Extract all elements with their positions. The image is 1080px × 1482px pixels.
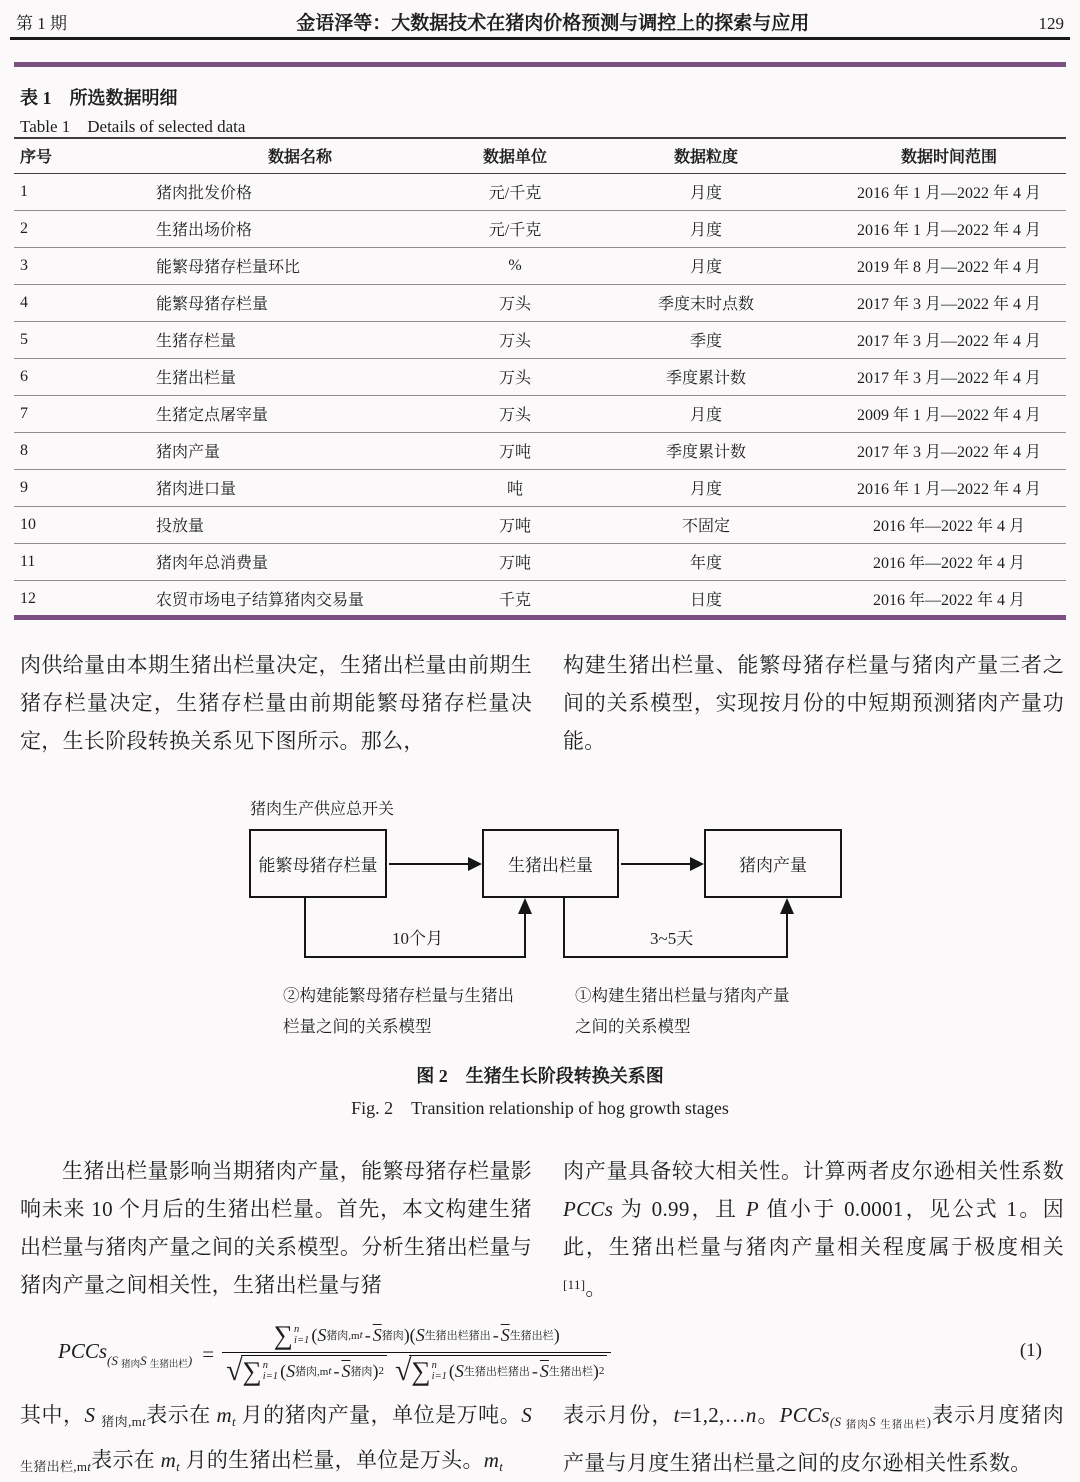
- text-segment: 值小于 0.0001，见公式 1。因此，生猪出栏量与猪肉产量相关程度属于极度相关: [563, 1197, 1064, 1259]
- running-title: 金语泽等：大数据技术在猪肉价格预测与调控上的探索与应用: [296, 13, 810, 34]
- table-row: [14, 247, 1066, 284]
- table-row: [14, 432, 1066, 469]
- table-cell: 2016 年 1 月—2022 年 4 月: [856, 185, 1041, 202]
- table-cell: 不固定: [681, 518, 730, 535]
- table-cell: 12: [20, 589, 36, 607]
- text-segment: S: [521, 1403, 533, 1427]
- table-cell: 吨: [506, 481, 523, 498]
- text-segment: =1,2,…: [679, 1403, 746, 1427]
- figure-note-left: ②构建能繁母猪存栏量与生猪出 栏量之间的关系模型: [283, 986, 514, 1036]
- figure-2-diagram: [0, 790, 1080, 1062]
- text-segment: t: [231, 1414, 236, 1430]
- data-table: [14, 137, 1066, 617]
- table-cell: 投放量: [156, 518, 205, 535]
- table-cell: 生猪存栏量: [156, 333, 237, 350]
- text-segment: 表示在: [146, 1403, 217, 1427]
- table-cell: 日度: [689, 592, 722, 610]
- table-cell: 猪肉进口量: [156, 481, 237, 498]
- table-cell: 猪肉年总消费量: [156, 555, 269, 572]
- table-row: [14, 543, 1066, 580]
- table-cell: 万吨: [498, 555, 531, 572]
- text-segment: PCCs: [563, 1197, 614, 1221]
- text-segment: 肉产量具备较大相关性。计算两者皮尔逊相关性系数: [563, 1159, 1064, 1183]
- sum-operator: ∑: [273, 1319, 294, 1350]
- text-segment: 表示月份，: [563, 1403, 674, 1427]
- figure-box-pork-output: 猪肉产量: [704, 829, 842, 898]
- table-cell: 10: [20, 515, 36, 533]
- table-cell: 月度: [689, 222, 722, 239]
- header-rule: [10, 37, 1070, 40]
- table-row: [14, 395, 1066, 432]
- equals-sign: =: [202, 1341, 215, 1366]
- figure-switch-label: 猪肉生产供应总开关: [250, 801, 395, 818]
- equation-number: (1): [1019, 1340, 1042, 1361]
- table-caption-zh: 表 1 所选数据明细: [20, 88, 178, 108]
- table-cell: 季度累计数: [665, 444, 746, 461]
- table-cell: 能繁母猪存栏量环比: [156, 259, 301, 276]
- text-segment: 。: [756, 1403, 780, 1427]
- table-cell: 万吨: [498, 444, 531, 461]
- text-segment: 其中，: [20, 1403, 85, 1427]
- text-segment: t: [673, 1403, 680, 1427]
- table-cell: 2017 年 3 月—2022 年 4 月: [856, 444, 1041, 461]
- table-cell: 2016 年—2022 年 4 月: [872, 518, 1025, 535]
- sqrt-term-2: √ ∑ n i=1 ( S 生猪出栏猪出 - $\overline{S}$ 生猪出栏 ) 2: [395, 1355, 607, 1387]
- text-segment: m: [483, 1448, 500, 1473]
- table-cell: 9: [20, 478, 28, 496]
- arrowhead-right-1: [468, 857, 482, 871]
- table-cell: %: [508, 256, 522, 274]
- table-cell: 4: [20, 293, 28, 311]
- text-segment: [11]: [563, 1277, 586, 1292]
- col-header-timerange: 数据时间范围: [900, 149, 997, 167]
- text-segment: m: [160, 1448, 177, 1473]
- paragraph-right-top: 构建生猪出栏量、能繁母猪存栏量与猪肉产量三者之间的关系模型，实现按月份的中短期预测猪肉产量功能。: [563, 653, 1064, 753]
- figure-caption-zh: 图 2 生猪生长阶段转换关系图: [416, 1066, 664, 1086]
- table-bottom-rule: [14, 615, 1066, 620]
- arrowhead-up-2: [780, 898, 794, 914]
- table-cell: 猪肉批发价格: [156, 185, 253, 202]
- paragraph-right-bottom: [563, 1396, 1064, 1482]
- text-segment: 月的猪肉产量，单位是万吨。: [235, 1403, 522, 1427]
- text-segment: t: [87, 1459, 92, 1475]
- text-segment: 。: [585, 1275, 607, 1300]
- table-row: [14, 358, 1066, 395]
- table-row: [14, 210, 1066, 247]
- table-caption-en: Table 1 Details of selected data: [20, 117, 246, 136]
- table-header-row: [14, 138, 1066, 173]
- col-header-name: 数据名称: [267, 149, 332, 167]
- table-cell: 2017 年 3 月—2022 年 4 月: [856, 333, 1041, 350]
- table-cell: 万头: [498, 333, 531, 350]
- table-cell: 季度末时点数: [657, 296, 754, 313]
- text-segment: P: [745, 1197, 760, 1221]
- table-cell: 生猪出栏量: [156, 370, 237, 387]
- pccs-symbol: PCCs: [58, 1338, 108, 1363]
- table-row: [14, 469, 1066, 506]
- text-segment: 猪肉,m: [101, 1414, 143, 1430]
- table-cell: 季度累计数: [665, 370, 746, 387]
- figure-box-hog-slaughter: 生猪出栏量: [482, 829, 619, 898]
- table-cell: 2016 年 1 月—2022 年 4 月: [856, 481, 1041, 498]
- sqrt-term-1: √ ∑ n i=1 ( S 猪肉,m t - $\overline{S}$ 猪肉 ) 2: [226, 1355, 387, 1387]
- text-segment: m: [216, 1403, 232, 1427]
- table-cell: 2019 年 8 月—2022 年 4 月: [856, 259, 1041, 276]
- fraction: [222, 1319, 611, 1387]
- table-cell: 月度: [689, 185, 722, 202]
- table-cell: 2017 年 3 月—2022 年 4 月: [856, 370, 1041, 387]
- text-segment: t: [176, 1459, 181, 1475]
- table-cell: 3: [20, 256, 28, 274]
- table-top-rule: [14, 62, 1066, 67]
- table-cell: 元/千克: [488, 222, 542, 239]
- table-cell: 月度: [689, 407, 722, 424]
- text-segment: n: [745, 1403, 757, 1427]
- pccs-subscript: (S 猪肉S 生猪出栏): [107, 1352, 193, 1370]
- figure-note-right: ①构建生猪出栏量与猪肉产量 之间的关系模型: [575, 986, 790, 1036]
- issue-label: 第 1 期: [16, 14, 67, 33]
- paragraph-left-bottom: [20, 1396, 532, 1482]
- col-header-granularity: 数据粒度: [673, 149, 738, 167]
- table-cell: 生猪出场价格: [156, 222, 253, 239]
- table-cell: 猪肉产量: [156, 444, 221, 461]
- text-segment: t: [142, 1414, 147, 1430]
- table-cell: 生猪定点屠宰量: [156, 407, 269, 424]
- table-cell: 万头: [498, 407, 531, 424]
- text-segment: (S: [829, 1414, 846, 1430]
- text-segment: 猪肉: [845, 1419, 869, 1431]
- table-cell: 2016 年—2022 年 4 月: [872, 555, 1025, 572]
- figure-arrow2-label: 3~5天: [650, 929, 694, 948]
- text-segment: 生猪出栏: [880, 1419, 927, 1431]
- text-segment: 表示月度猪肉产量与月度生猪出栏量之间的皮尔逊相关性系数。: [563, 1403, 1065, 1476]
- table-cell: 农贸市场电子结算猪肉交易量: [156, 592, 365, 610]
- table-cell: 万吨: [498, 518, 531, 535]
- table-cell: 2009 年 1 月—2022 年 4 月: [856, 407, 1041, 424]
- table-row: [14, 506, 1066, 543]
- table-cell: 万头: [498, 296, 531, 313]
- journal-header: [16, 8, 1064, 35]
- table-cell: 7: [20, 404, 28, 422]
- page-number: 129: [1038, 14, 1064, 33]
- table-cell: 千克: [498, 592, 531, 610]
- table-row: [14, 173, 1066, 210]
- table-cell: 11: [20, 552, 36, 570]
- table-cell: 2016 年 1 月—2022 年 4 月: [856, 222, 1041, 239]
- text-segment: S: [84, 1403, 102, 1427]
- text-segment: 为 0.99，且: [613, 1197, 746, 1221]
- table-body: [14, 173, 1066, 617]
- text-segment: 生猪出栏,m: [20, 1459, 88, 1475]
- figure-box-sow-inventory: 能繁母猪存栏量: [249, 829, 387, 898]
- fraction-denominator: [222, 1353, 611, 1387]
- text-segment: PCCs: [779, 1403, 830, 1427]
- arrowhead-right-2: [690, 857, 704, 871]
- paragraph-left-mid: 生猪出栏量影响当期猪肉产量，能繁母猪存栏量影响未来 10 个月后的生猪出栏量。首先，本文构建生猪出栏量与猪肉产量之间的关系模型。分析生猪出栏量与猪肉产量之间相关性，生猪出栏量与猪: [20, 1159, 532, 1297]
- fraction-numerator: ∑ n i=1 ( S 猪肉,m t - $\overline{S}$ 猪肉 )( S 生猪出栏猪出 - $\overline{S}$ 生猪出栏 ): [222, 1322, 611, 1353]
- col-header-index: 序号: [20, 149, 53, 167]
- paragraph-left-top: 肉供给量由本期生猪出栏量决定，生猪出栏量由前期生猪存栏量决定，生猪存栏量由前期能繁母猪存栏量决定，生长阶段转换关系见下图所示。那么，: [20, 653, 532, 753]
- table-cell: 能繁母猪存栏量: [156, 296, 269, 313]
- text-segment: 月的生猪出栏量，单位是万头。: [180, 1448, 484, 1473]
- text-segment: ): [926, 1414, 932, 1430]
- table-row: [14, 284, 1066, 321]
- table-cell: 万头: [498, 370, 531, 387]
- table-cell: 元/千克: [488, 185, 542, 202]
- table-cell: 2017 年 3 月—2022 年 4 月: [856, 296, 1041, 313]
- arrowhead-up-1: [518, 898, 532, 914]
- text-segment: t: [499, 1459, 504, 1475]
- figure-caption-en: Fig. 2 Transition relationship of hog growth stages: [351, 1098, 729, 1118]
- table-cell: 1: [20, 182, 28, 200]
- text-segment: S: [868, 1414, 881, 1430]
- table-row: [14, 321, 1066, 358]
- table-cell: 月度: [689, 259, 722, 276]
- equation-lhs: [58, 1339, 192, 1370]
- equation-1: [14, 1306, 1066, 1402]
- table-cell: 季度: [689, 333, 722, 350]
- figure-arrow1-label: 10个月: [392, 929, 443, 948]
- table-cell: 2016 年—2022 年 4 月: [872, 592, 1025, 610]
- table-cell: 6: [20, 367, 28, 385]
- paragraph-right-mid: [563, 1152, 1064, 1307]
- text-segment: 表示在: [91, 1448, 161, 1473]
- table-cell: 月度: [689, 481, 722, 498]
- col-header-unit: 数据单位: [482, 149, 547, 167]
- table-cell: 年度: [689, 555, 722, 572]
- table-row: [14, 580, 1066, 617]
- table-cell: 8: [20, 441, 28, 459]
- table-cell: 5: [20, 330, 28, 348]
- table-cell: 2: [20, 219, 28, 237]
